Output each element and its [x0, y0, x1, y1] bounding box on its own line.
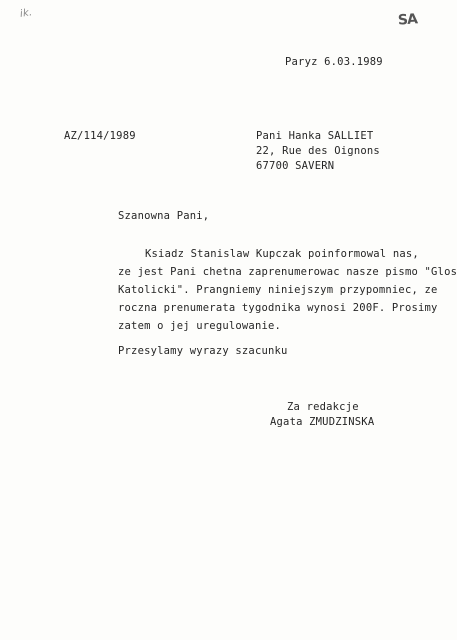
recipient-name: Pani Hanka SALLIET: [256, 130, 374, 142]
body-line: ze jest Pani chetna zaprenumerowac nasze pismo "Glos: [118, 266, 457, 278]
handwritten-mark: ik.: [19, 7, 34, 20]
letter-date: Paryz 6.03.1989: [285, 56, 383, 68]
reference-number: AZ/114/1989: [64, 130, 136, 142]
body-line: roczna prenumerata tygodnika wynosi 200F. Prosimy: [118, 302, 438, 314]
recipient-city: 67700 SAVERN: [256, 160, 335, 172]
recipient-street: 22, Rue des Oignons: [256, 145, 380, 157]
body-line: zatem o jej uregulowanie.: [118, 320, 282, 332]
body-line: Katolicki". Prangniemy niniejszym przypomniec, ze: [118, 284, 438, 296]
handwritten-page-number: SA: [397, 11, 418, 29]
salutation: Szanowna Pani,: [118, 210, 210, 222]
closing-line: Przesylamy wyrazy szacunku: [118, 345, 288, 357]
body-line: Ksiadz Stanislaw Kupczak poinformowal nas,: [145, 248, 419, 260]
signature-name: Agata ZMUDZINSKA: [270, 416, 375, 428]
signature-title: Za redakcje: [287, 401, 359, 413]
